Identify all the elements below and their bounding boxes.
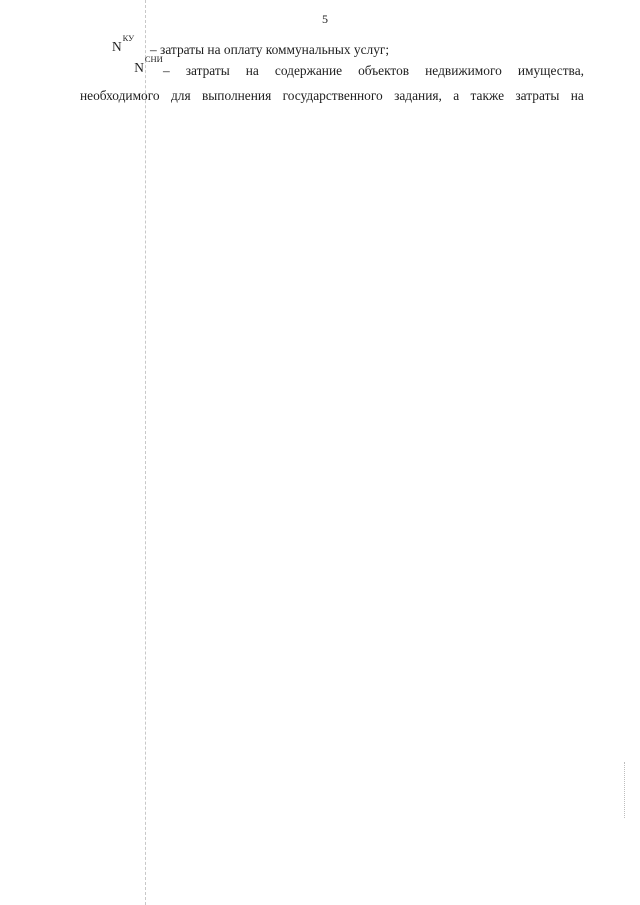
scan-edge-mark xyxy=(624,762,629,818)
word: государственного xyxy=(282,88,383,103)
word: также xyxy=(470,88,505,103)
page-number: 5 xyxy=(322,12,328,26)
document-body xyxy=(0,0,640,103)
word: на xyxy=(570,88,584,103)
symbol-letter: N xyxy=(134,60,144,76)
word: – xyxy=(163,63,170,78)
word: необходимого xyxy=(80,88,160,103)
symbol-letter: N xyxy=(112,39,122,55)
formula-symbol xyxy=(112,33,135,55)
formula-symbol xyxy=(134,54,163,76)
word: выполнения xyxy=(201,88,272,103)
definition-text: – затраты на оплату коммунальных услуг; xyxy=(150,42,390,57)
definition-line xyxy=(163,63,584,78)
word: объектов xyxy=(358,63,410,78)
word: недвижимого xyxy=(425,63,502,78)
word: имущества, xyxy=(517,63,584,78)
symbol-superscript: СНИ xyxy=(144,54,163,64)
fold-line xyxy=(145,0,146,905)
word: затраты xyxy=(515,88,560,103)
word: на xyxy=(245,63,259,78)
word: а xyxy=(453,88,460,103)
definition-line xyxy=(80,88,584,103)
word: для xyxy=(170,88,191,103)
word: затраты xyxy=(185,63,230,78)
word: содержание xyxy=(274,63,343,78)
word: задания, xyxy=(394,88,442,103)
symbol-superscript: КУ xyxy=(122,33,135,43)
